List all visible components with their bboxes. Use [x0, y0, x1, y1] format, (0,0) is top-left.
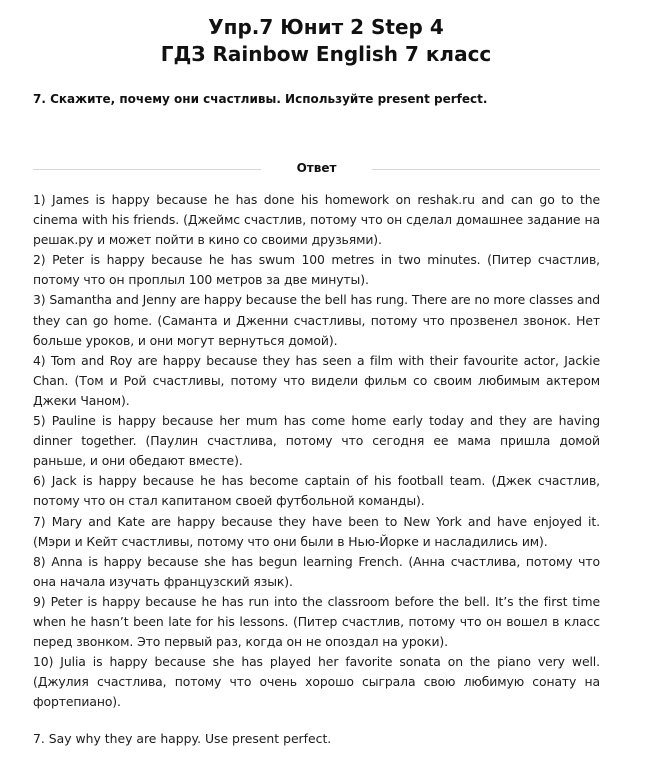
- answer-item-8: 8) Anna is happy because she has begun learning French. (Анна счастлива, потому что она начала изучать французский язык).: [33, 553, 600, 589]
- answer-item-5: 5) Pauline is happy because her mum has come home early today and they are having dinner together. (Паулин счастлива, потому что сегодня ее мама пришла домой раньше, и они обедают вместе).: [33, 413, 600, 469]
- page-title: [0, 14, 652, 68]
- answer-item-6: 6) Jack is happy because he has become captain of his football team. (Джек счастлив, потому что он стал капитаном своей футбольной команды).: [33, 473, 600, 509]
- answer-item-3: 3) Samantha and Jenny are happy because the bell has rung. There are no more classes and they can go home. (Саманта и Дженни счастливы, потому что прозвенел звонок. Нет больше уроков, и они могут вернуться домой).: [33, 292, 600, 348]
- answer-item-2: 2) Peter is happy because he has swum 100 metres in two minutes. (Питер счастлив, потому что он проплыл 100 метров за две минуты).: [33, 252, 600, 288]
- answer-item-10: 10) Julia is happy because she has played her favorite sonata on the piano very well. (Джулия счастлива, потому что очень хорошо сыграла свою любимую сонату на фортепиано).: [33, 654, 600, 710]
- answer-item-9: 9) Peter is happy because he has run into the classroom before the bell. It’s the first time when he hasn’t been late for his lessons. (Питер счастлив, потому что он вошел в класс перед звонком. Это первый раз, когда он не опоздал на уроки).: [33, 593, 600, 650]
- answer-list: [33, 190, 600, 712]
- task-text-english: 7. Say why they are happy. Use present perfect.: [33, 731, 332, 746]
- page-title-line-1: Упр.7 Юнит 2 Step 4: [208, 15, 444, 39]
- task-text-russian: 7. Скажите, почему они счастливы. Используйте present perfect.: [33, 92, 488, 106]
- answer-heading: Ответ: [296, 161, 337, 175]
- answer-item-1: 1) James is happy because he has done his homework on reshak.ru and can go to the cinema with his friends. (Джеймс счастлив, потому что он сделал домашнее задание на решак.ру и может пойти в кино со своими друзьями).: [33, 192, 600, 248]
- page-title-line-2: ГДЗ Rainbow English 7 класс: [160, 42, 492, 66]
- answer-item-7: 7) Mary and Kate are happy because they have been to New York and have enjoyed it. (Мэри и Кейт счастливы, потому что они были в Нью-Йорке и насладились им).: [33, 513, 600, 549]
- answer-separator: [33, 158, 600, 180]
- answer-item-4: 4) Tom and Roy are happy because they has seen a film with their favourite actor, Jackie Chan. (Том и Рой счастливы, потому что видели фильм со своим любимым актером Джеки Чаном).: [33, 352, 600, 408]
- separator-line-right: [372, 169, 600, 170]
